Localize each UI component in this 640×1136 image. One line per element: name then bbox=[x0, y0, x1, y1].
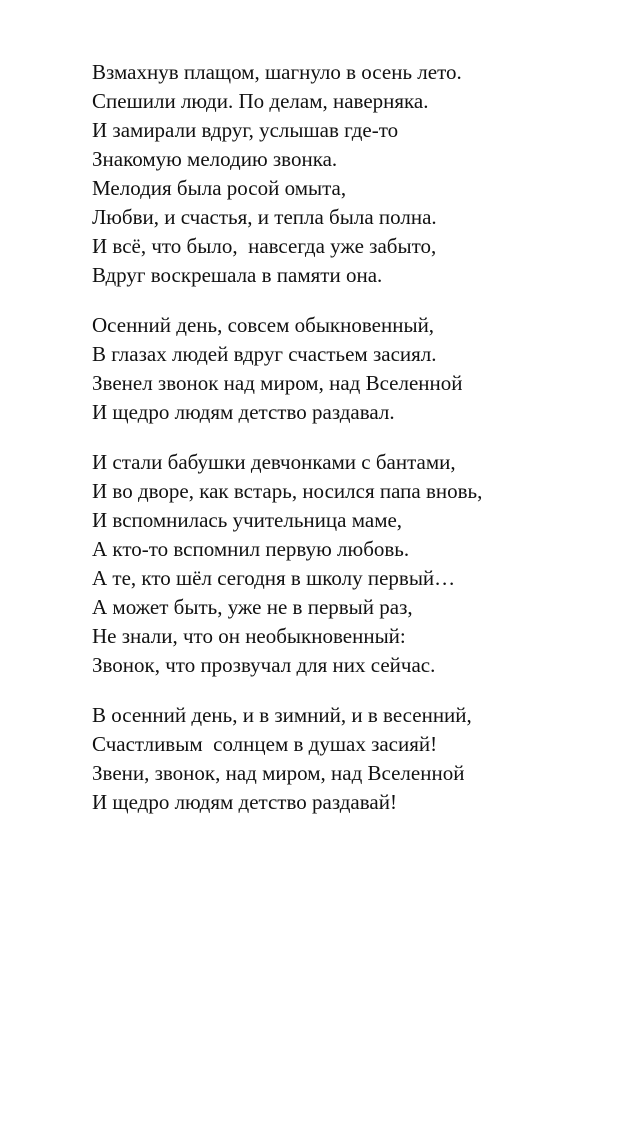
stanza-3 bbox=[92, 448, 622, 680]
poem-line: Мелодия была росой омыта, bbox=[92, 176, 347, 200]
poem-line: И во дворе, как встарь, носился папа вновь, bbox=[92, 479, 483, 503]
poem bbox=[92, 58, 622, 838]
poem-line: А те, кто шёл сегодня в школу первый… bbox=[92, 566, 456, 590]
poem-line: Спешили люди. По делам, наверняка. bbox=[92, 89, 429, 113]
poem-line: Звени, звонок, над миром, над Вселенной bbox=[92, 761, 465, 785]
stanza-2 bbox=[92, 311, 622, 427]
poem-line: И всё, что было, навсегда уже забыто, bbox=[92, 234, 437, 258]
poem-line: И щедро людям детство раздавал. bbox=[92, 400, 395, 424]
stanza-4 bbox=[92, 701, 622, 817]
poem-line: Осенний день, совсем обыкновенный, bbox=[92, 313, 435, 337]
poem-line: В осенний день, и в зимний, и в весенний, bbox=[92, 703, 472, 727]
stanza-1 bbox=[92, 58, 622, 290]
poem-line: Любви, и счастья, и тепла была полна. bbox=[92, 205, 437, 229]
poem-line: И замирали вдруг, услышав где-то bbox=[92, 118, 399, 142]
poem-line: Звенел звонок над миром, над Вселенной bbox=[92, 371, 463, 395]
poem-line: А может быть, уже не в первый раз, bbox=[92, 595, 413, 619]
poem-line: И вспомнилась учительница маме, bbox=[92, 508, 403, 532]
poem-line: Счастливым солнцем в душах засияй! bbox=[92, 732, 438, 756]
poem-line: Знакомую мелодию звонка. bbox=[92, 147, 338, 171]
poem-line: Вдруг воскрешала в памяти она. bbox=[92, 263, 383, 287]
poem-line: А кто-то вспомнил первую любовь. bbox=[92, 537, 410, 561]
poem-line: Не знали, что он необыкновенный: bbox=[92, 624, 406, 648]
poem-line: Взмахнув плащом, шагнуло в осень лето. bbox=[92, 60, 462, 84]
poem-line: И щедро людям детство раздавай! bbox=[92, 790, 397, 814]
poem-line: И стали бабушки девчонками с бантами, bbox=[92, 450, 456, 474]
poem-line: Звонок, что прозвучал для них сейчас. bbox=[92, 653, 436, 677]
poem-line: В глазах людей вдруг счастьем засиял. bbox=[92, 342, 437, 366]
